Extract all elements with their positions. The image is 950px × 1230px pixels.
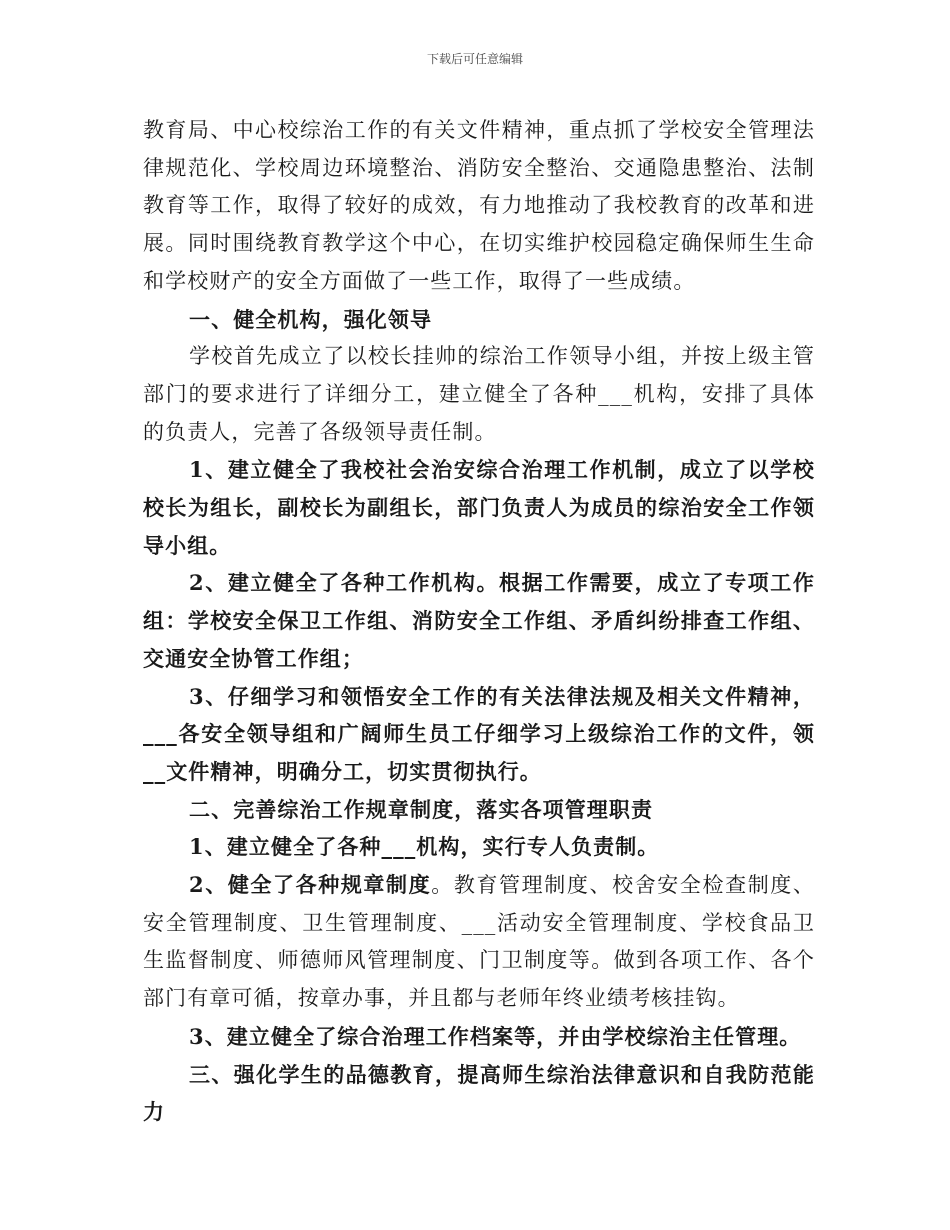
section-heading-2: 二、完善综治工作规章制度，落实各项管理职责 (189, 796, 654, 822)
section-2-item-2 (143, 866, 815, 1018)
section-1-item-3: 3、仔细学习和领悟安全工作的有关法律法规及相关文件精神，___各安全领导组和广阔师生员工仔细学习上级综治工作的文件，领__文件精神，明确分工，切实贯彻执行。 (143, 683, 815, 784)
section-2-item-1: 1、建立健全了各种___机构，实行专人负责制。 (189, 834, 660, 860)
section-1-paragraph: 学校首先成立了以校长挂帅的综治工作领导小组，并按上级主管部门的要求进行了详细分工，建立健全了各种___机构，安排了具体的负责人，完善了各级领导责任制。 (143, 344, 815, 444)
section-1-item-1: 1、建立健全了我校社会治安综合治理工作机制，成立了以学校校长为组长，副校长为副组长，部门负责人为成员的综治安全工作领导小组。 (143, 457, 815, 558)
section-2-item-2-lead: 2、健全了各种规章制度 (189, 872, 432, 898)
document-body (143, 112, 815, 1131)
page-header: 下载后可任意编辑 (426, 52, 523, 66)
section-2-item-2-body: 。教育管理制度、校舍安全检查制度、安全管理制度、卫生管理制度、___活动安全管理制度、学校食品卫生监督制度、师德师风管理制度、门卫制度等。做到各项工作、各个部门有章可循，按章办事，并且都与老师年终业绩考核挂钩。 (143, 873, 815, 1011)
section-1-item-2: 2、建立健全了各种工作机构。根据工作需要，成立了专项工作组：学校安全保卫工作组、消防安全工作组、矛盾纠纷排查工作组、交通安全协管工作组； (143, 570, 815, 671)
intro-paragraph: 教育局、中心校综治工作的有关文件精神，重点抓了学校安全管理法律规范化、学校周边环境整治、消防安全整治、交通隐患整治、法制教育等工作，取得了较好的成效，有力地推动了我校教育的改革和进展。同时围绕教育教学这个中心，在切实维护校园稳定确保师生生命和学校财产的安全方面做了一些工作，取得了一些成绩。 (143, 118, 815, 293)
section-heading-3: 三、强化学生的品德教育，提高师生综治法律意识和自我防范能力 (143, 1061, 815, 1125)
section-heading-1: 一、健全机构，强化领导 (189, 306, 433, 332)
section-2-item-3: 3、建立健全了综合治理工作档案等，并由学校综治主任管理。 (189, 1023, 802, 1049)
